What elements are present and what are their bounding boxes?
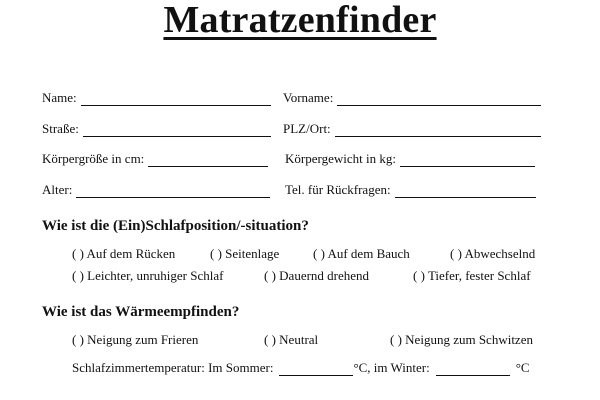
option-label: Leichter, unruhiger Schlaf (87, 268, 224, 283)
option-label: Seitenlage (225, 246, 280, 261)
option-neigung-frieren[interactable] (72, 332, 198, 348)
winter-temp-input-line[interactable] (436, 363, 510, 376)
name-input-line[interactable] (81, 93, 271, 106)
checkbox[interactable]: ( ) (413, 268, 425, 283)
plz-ort-label: PLZ/Ort: (283, 121, 331, 136)
strasse-input-line[interactable] (83, 124, 271, 137)
vorname-input-line[interactable] (337, 93, 541, 106)
alter-label: Alter: (42, 182, 73, 197)
option-label: Neigung zum Schwitzen (405, 332, 533, 347)
warmth-heading: Wie ist das Wärmeempfinden? (42, 304, 240, 320)
checkbox[interactable]: ( ) (450, 246, 462, 261)
option-label: Neutral (279, 332, 319, 347)
temperature-unit: °C (515, 360, 530, 375)
tel-field[interactable] (285, 182, 536, 198)
tel-input-line[interactable] (395, 185, 536, 198)
name-field[interactable] (42, 90, 271, 106)
checkbox[interactable]: ( ) (72, 246, 84, 261)
option-label: Auf dem Bauch (327, 246, 410, 261)
checkbox[interactable]: ( ) (72, 268, 84, 283)
option-neigung-schwitzen[interactable] (390, 332, 533, 348)
koerpergewicht-input-line[interactable] (400, 154, 535, 167)
name-label: Name: (42, 90, 77, 105)
option-label: Auf dem Rücken (86, 246, 176, 261)
temperature-row (72, 360, 530, 376)
plz-ort-field[interactable] (283, 121, 541, 137)
option-seitenlage[interactable] (210, 246, 279, 262)
koerpergewicht-label: Körpergewicht in kg: (285, 151, 396, 166)
temperature-label: Schlafzimmertemperatur: Im Sommer: (72, 360, 274, 375)
checkbox[interactable]: ( ) (264, 268, 276, 283)
alter-field[interactable] (42, 182, 270, 198)
option-abwechselnd[interactable] (450, 246, 535, 262)
page-title: Matratzenfinder (163, 0, 437, 41)
option-neutral[interactable] (264, 332, 318, 348)
option-dauernd-drehend[interactable] (264, 268, 369, 284)
tel-label: Tel. für Rückfragen: (285, 182, 391, 197)
summer-temp-input-line[interactable] (279, 363, 353, 376)
strasse-label: Straße: (42, 121, 79, 136)
koerpergewicht-field[interactable] (285, 151, 535, 167)
option-tiefer-schlaf[interactable] (413, 268, 531, 284)
option-auf-dem-ruecken[interactable] (72, 246, 175, 262)
temperature-mid-label: °C, im Winter: (353, 360, 430, 375)
option-leichter-schlaf[interactable] (72, 268, 223, 284)
option-label: Neigung zum Frieren (87, 332, 199, 347)
strasse-field[interactable] (42, 121, 271, 137)
option-auf-dem-bauch[interactable] (313, 246, 410, 262)
checkbox[interactable]: ( ) (313, 246, 325, 261)
checkbox[interactable]: ( ) (264, 332, 276, 347)
vorname-field[interactable] (283, 90, 541, 106)
checkbox[interactable]: ( ) (72, 332, 84, 347)
plz-ort-input-line[interactable] (335, 124, 541, 137)
sleep-position-heading: Wie ist die (Ein)Schlafposition/-situation? (42, 218, 309, 234)
koerpergroesse-field[interactable] (42, 151, 268, 167)
koerpergroesse-input-line[interactable] (148, 154, 268, 167)
koerpergroesse-label: Körpergröße in cm: (42, 151, 145, 166)
checkbox[interactable]: ( ) (210, 246, 222, 261)
checkbox[interactable]: ( ) (390, 332, 402, 347)
option-label: Tiefer, fester Schlaf (427, 268, 531, 283)
vorname-label: Vorname: (283, 90, 334, 105)
alter-input-line[interactable] (76, 185, 270, 198)
option-label: Dauernd drehend (279, 268, 370, 283)
option-label: Abwechselnd (464, 246, 536, 261)
